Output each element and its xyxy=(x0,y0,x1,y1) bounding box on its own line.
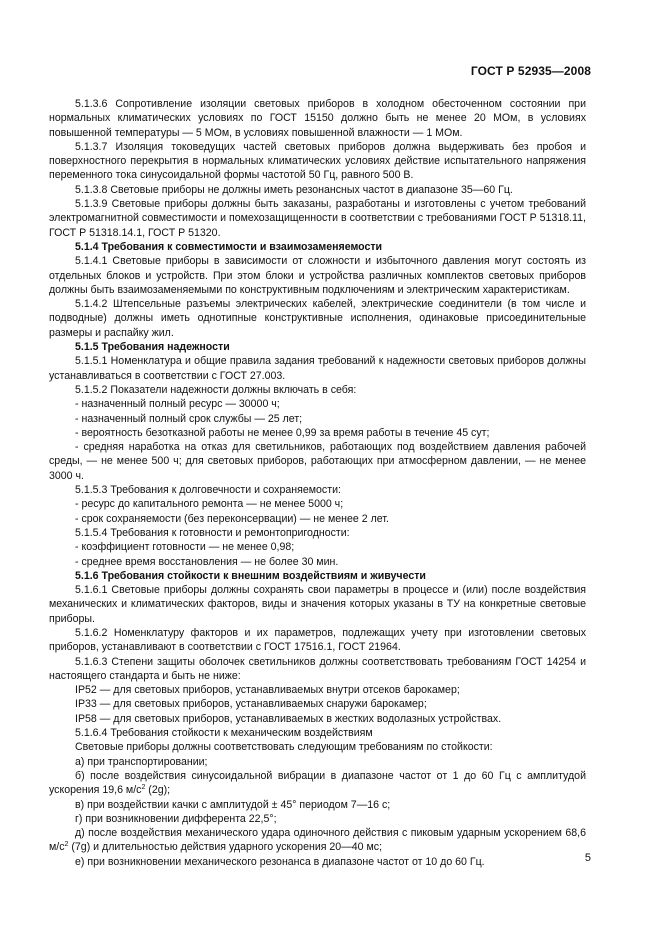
list-item: IP58 — для световых приборов, устанавливаемых в жестких водолазных устройствах. xyxy=(75,712,502,725)
paragraph-5-1-3-8: 5.1.3.8 Световые приборы не должны иметь резонансных частот в диапазоне 35—60 Гц. xyxy=(75,183,513,196)
list-item-d-text: д) после воздействия механического удара одиночного действия с пиковым ударным ускорением 68,6 м/с xyxy=(49,827,586,854)
list-item: - вероятность безотказной работы не менее 0,99 за время работы в течение 45 сут; xyxy=(75,426,490,439)
list-item-v: в) при воздействии качки с амплитудой ± 45° периодом 7—16 с; xyxy=(75,798,391,811)
paragraph-5-1-6-4: 5.1.6.4 Требования стойкости к механическим воздействиям xyxy=(75,727,373,740)
paragraph-5-1-5-4: 5.1.5.4 Требования к готовности и ремонтопригодности: xyxy=(75,526,350,539)
list-item: - назначенный полный срок службы — 25 лет; xyxy=(75,412,303,425)
document-code-header: ГОСТ Р 52935—2008 xyxy=(470,64,591,78)
heading-5-1-4: 5.1.4 Требования к совместимости и взаимозаменяемости xyxy=(75,240,383,253)
paragraph-5-1-4-2: 5.1.4.2 Штепсельные разъемы электрических кабелей, электрические соединители (в том числе и подводные) должны иметь однотипные конструктивные исполнения, одинаковые присоединительные размеры и распайку жил. xyxy=(49,298,586,339)
list-item: - ресурс до капитального ремонта — не менее 5000 ч; xyxy=(75,498,344,511)
list-item: - среднее время восстановления — не более 30 мин. xyxy=(75,555,339,568)
paragraph-5-1-6-2: 5.1.6.2 Номенклатуру факторов и их параметров, подлежащих учету при изготовлении световых приборов, устанавливают в соответствии с ГОСТ 17516.1, ГОСТ 21964. xyxy=(49,626,586,654)
list-item-g: г) при возникновении дифферента 22,5°; xyxy=(75,812,277,825)
heading-5-1-5: 5.1.5 Требования надежности xyxy=(75,341,230,354)
list-item: - средняя наработка на отказ для светильников, работающих под воздействием давления рабочей среды, — не менее 500 ч; для световых приборов, работающих при атмосферном давлении, — не менее 3000 ч. xyxy=(49,441,586,482)
list-item-e: е) при возникновении механического резонанса в диапазоне частот от 10 до 60 Гц. xyxy=(75,855,485,868)
list-item-b xyxy=(49,769,586,798)
list-item: - коэффициент готовности — не менее 0,98; xyxy=(75,541,295,554)
list-item: IP33 — для световых приборов, устанавливаемых снаружи барокамер; xyxy=(75,698,427,711)
list-item-b-tail: (2g); xyxy=(145,784,171,797)
paragraph-5-1-5-1: 5.1.5.1 Номенклатура и общие правила задания требований к надежности световых приборов должны устанавливаться в соответствии с ГОСТ 27.003. xyxy=(49,355,586,382)
paragraph-5-1-5-2: 5.1.5.2 Показатели надежности должны включать в себя: xyxy=(75,383,357,396)
paragraph-5-1-6-1: 5.1.6.1 Световые приборы должны сохранять свои параметры в процессе и (или) после воздействия механических и климатических факторов, виды и значения которых указаны в ТУ на конкретные световые приборы. xyxy=(49,584,586,625)
list-item-d-tail: (7g) и длительностью действия ударного ускорения 20—40 мс; xyxy=(68,841,383,854)
paragraph-5-1-3-7: 5.1.3.7 Изоляция токоведущих частей световых приборов должна выдерживать без пробоя и поверхностного перекрытия в нормальных климатических условиях действие испытательного напряжения переменного тока синусоидальной формы частотой 50 Гц, равного 500 В. xyxy=(49,140,586,182)
paragraph-5-1-6-3: 5.1.6.3 Степени защиты оболочек светильников должны соответствовать требованиям ГОСТ 14254 и настоящего стандарта и быть не ниже: xyxy=(49,655,586,682)
paragraph-5-1-3-9: 5.1.3.9 Световые приборы должны быть заказаны, разработаны и изготовлены с учетом требований электромагнитной совместимости и помехозащищенности в соответствии с требованиями ГОСТ Р 51318.11, ГОСТ Р 51318.14.1, ГОСТ Р 51320. xyxy=(49,198,586,239)
list-item-b-text: б) после воздействия синусоидальной вибрации в диапазоне частот от 1 до 60 Гц с амплитудой ускорения 19,6 м/с xyxy=(49,769,586,797)
list-item: - назначенный полный ресурс — 30000 ч; xyxy=(75,398,280,411)
list-item-d xyxy=(49,826,586,855)
superscript: 2 xyxy=(141,784,146,792)
paragraph-5-1-5-3: 5.1.5.3 Требования к долговечности и сохраняемости: xyxy=(75,484,341,497)
list-item-a: а) при транспортировании; xyxy=(75,755,208,768)
list-item: IP52 — для световых приборов, устанавливаемых внутри отсеков барокамер; xyxy=(75,684,460,697)
paragraph-5-1-3-6: 5.1.3.6 Сопротивление изоляции световых приборов в холодном обесточенном состоянии при нормальных климатических условиях по ГОСТ 15150 должно быть не менее 20 МОм, в условиях повышенной температуры — 5 МОм, в условиях повышенной влажности — 1 МОм. xyxy=(49,98,586,139)
document-body xyxy=(49,97,586,869)
page-number: 5 xyxy=(584,852,591,864)
superscript: 2 xyxy=(64,841,69,849)
heading-5-1-6: 5.1.6 Требования стойкости к внешним воздействиям и живучести xyxy=(75,569,426,582)
paragraph-5-1-6-4-intro: Световые приборы должны соответствовать следующим требованиям по стойкости: xyxy=(75,741,493,754)
paragraph-5-1-4-1: 5.1.4.1 Световые приборы в зависимости от сложности и избыточного давления могут состоять из отдельных блоков и устройств. При этом блоки и устройства различных комплектов световых приборов должны быть взаимозаменяемыми по конструктивным подключениям и электрическим характеристикам. xyxy=(49,255,586,296)
list-item: - срок сохраняемости (без переконсервации) — не менее 2 лет. xyxy=(75,512,389,525)
